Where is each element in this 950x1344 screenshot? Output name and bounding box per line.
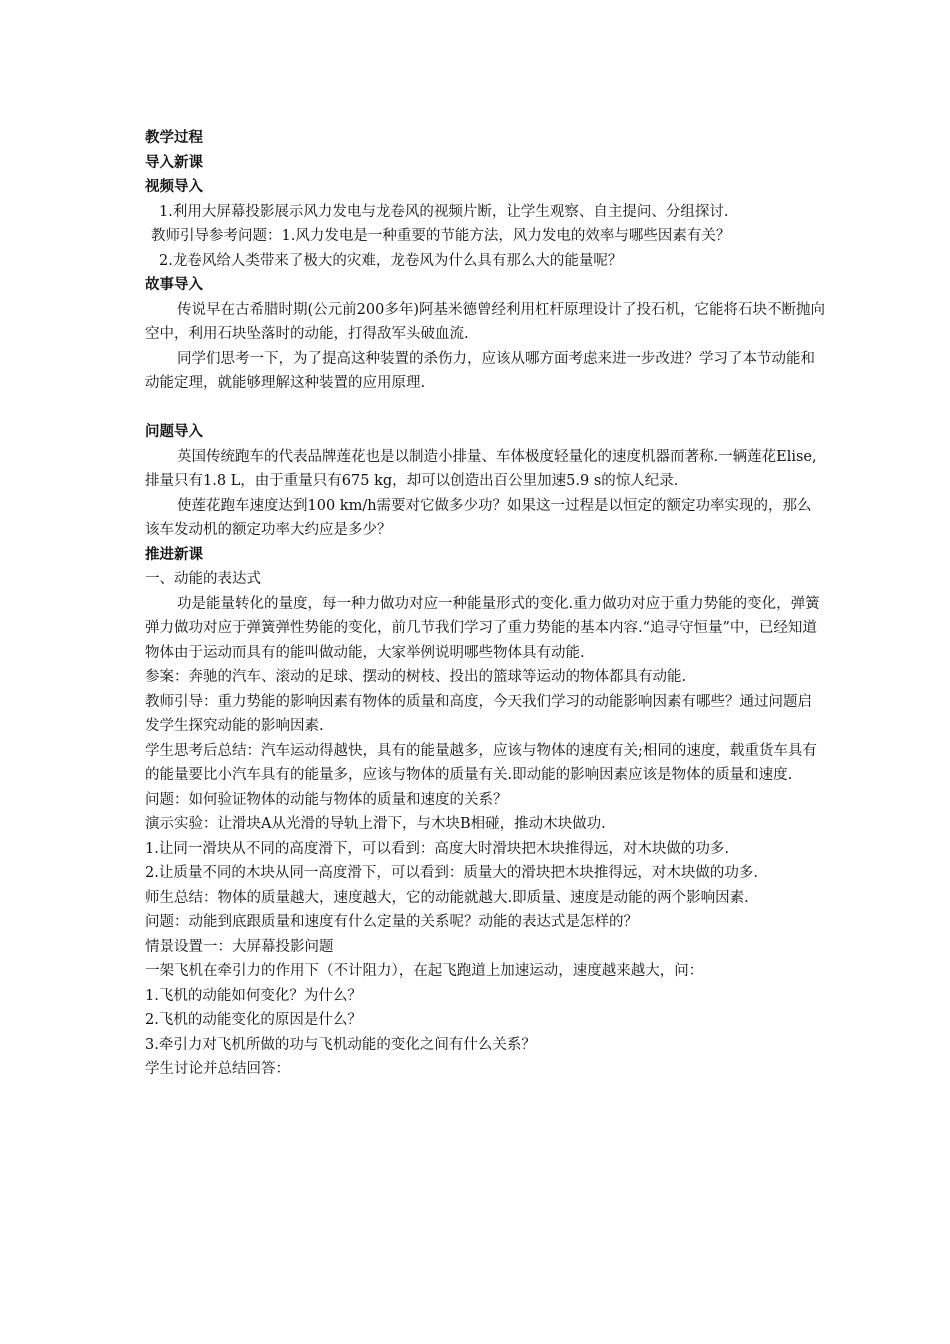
body-paragraph-10: 问题：动能到底跟质量和速度有什么定量的关系呢？动能的表达式是怎样的？ xyxy=(145,914,638,930)
section-title-kinetic-energy: 一、动能的表达式 xyxy=(145,571,261,587)
body-paragraph-5: 问题：如何验证物体的动能与物体的质量和速度的关系？ xyxy=(145,791,508,808)
body-paragraph-9: 师生总结：物体的质量越大，速度越大，它的动能就越大.即质量、速度是动能的两个影响因素. xyxy=(145,889,749,906)
document-body xyxy=(145,126,825,1082)
question-paragraph-2: 使莲花跑车速度达到100 km/h需要对它做多少功？如果这一过程是以恒定的额定功率实现的，那么该车发动机的额定功率大约应是多少？ xyxy=(145,497,812,538)
heading-advance-new-lesson: 推进新课 xyxy=(145,546,203,563)
body-paragraph-12: 一架飞机在牵引力的作用下（不计阻力），在起飞跑道上加速运动，速度越来越大，问： xyxy=(145,963,704,979)
blank-line xyxy=(145,396,825,421)
body-paragraph-16: 学生讨论并总结回答： xyxy=(145,1061,290,1077)
body-paragraph-15: 3.牵引力对飞机所做的功与飞机动能的变化之间有什么关系？ xyxy=(145,1036,536,1053)
heading-intro-new-lesson: 导入新课 xyxy=(145,154,203,171)
video-paragraph-2: 教师引导参考问题：1.风力发电是一种重要的节能方法，风力发电的效率与哪些因素有关？ xyxy=(151,228,731,244)
video-paragraph-1: 1.利用大屏幕投影展示风力发电与龙卷风的视频片断，让学生观察、自主提问、分组探讨. xyxy=(159,203,729,220)
body-paragraph-14: 2.飞机的动能变化的原因是什么？ xyxy=(145,1012,362,1028)
body-paragraph-3: 教师引导：重力势能的影响因素有物体的质量和高度，今天我们学习的动能影响因素有哪些？通过问题启发学生探究动能的影响因素. xyxy=(145,693,812,734)
story-paragraph-2: 同学们思考一下，为了提高这种装置的杀伤力，应该从哪方面考虑来进一步改进？学习了本节动能和动能定理，就能够理解这种装置的应用原理. xyxy=(145,350,815,391)
body-paragraph-2: 参案：奔驰的汽车、滚动的足球、摆动的树枝、投出的篮球等运动的物体都具有动能. xyxy=(145,669,687,685)
body-paragraph-11: 情景设置一：大屏幕投影问题 xyxy=(145,938,334,955)
body-paragraph-7: 1.让同一滑块从不同的高度滑下，可以看到：高度大时滑块把木块推得远，对木块做的功多. xyxy=(145,840,729,857)
video-paragraph-3: 2.龙卷风给人类带来了极大的灾难，龙卷风为什么具有那么大的能量呢？ xyxy=(159,252,623,269)
body-paragraph-13: 1.飞机的动能如何变化？为什么？ xyxy=(145,987,362,1004)
question-paragraph-1: 英国传统跑车的代表品牌莲花也是以制造小排量、车体极度轻量化的速度机器而著称.一辆莲花Elise,排量只有1.8 L，由于重量只有675 kg，却可以创造出百公里加速5.9 s的惊人纪录. xyxy=(145,448,817,489)
heading-video-intro: 视频导入 xyxy=(145,179,203,195)
body-paragraph-1: 功是能量转化的量度，每一种力做功对应一种能量形式的变化.重力做功对应于重力势能的变化，弹簧弹力做功对应于弹簧弹性势能的变化，前几节我们学习了重力势能的基本内容.“追寻守恒量”中，已经知道物体由于运动而具有的能叫做动能，大家举例说明哪些物体具有动能. xyxy=(145,595,820,661)
heading-story-intro: 故事导入 xyxy=(145,277,203,293)
heading-teaching-process: 教学过程 xyxy=(145,130,203,146)
body-paragraph-6: 演示实验：让滑块A从光滑的导轨上滑下，与木块B相碰，推动木块做功. xyxy=(145,816,606,832)
heading-question-intro: 问题导入 xyxy=(145,424,203,440)
body-paragraph-8: 2.让质量不同的木块从同一高度滑下，可以看到：质量大的滑块把木块推得远，对木块做的功多. xyxy=(145,865,758,881)
story-paragraph-1: 传说早在古希腊时期(公元前200多年)阿基米德曾经利用杠杆原理设计了投石机，它能将石块不断抛向空中，利用石块坠落时的动能，打得敌军头破血流. xyxy=(145,301,825,342)
body-paragraph-4: 学生思考后总结：汽车运动得越快，具有的能量越多，应该与物体的速度有关;相同的速度，载重货车具有的能量要比小汽车具有的能量多，应该与物体的质量有关.即动能的影响因素应该是物体的质量和速度. xyxy=(145,742,817,783)
